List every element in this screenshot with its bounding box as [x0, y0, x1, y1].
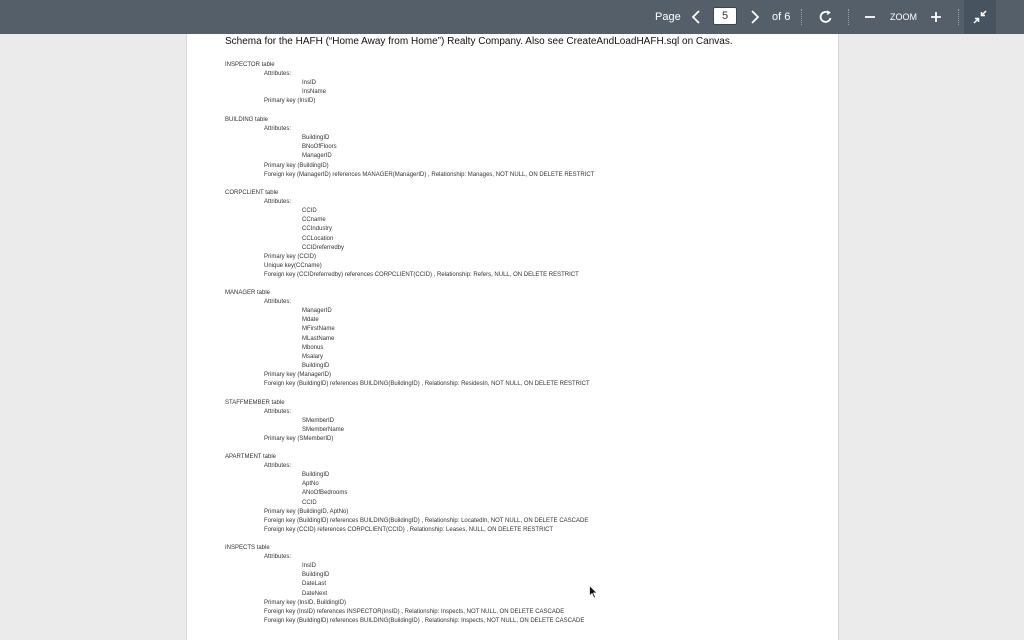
key-constraint: Foreign key (CCIDreferredby) references CORPCLIENT(CCID) , Relationship: Refers, NULL, ON DELETE RESTRICT — [264, 271, 579, 278]
attribute-name: BNoOfFloors — [302, 144, 337, 151]
document-title: Schema for the HAFH (“Home Away from Home”) Realty Company. Also see CreateAndLoadHAFH.sql on Canvas. — [225, 36, 733, 47]
key-constraint: Unique key(CCname) — [264, 262, 322, 269]
attribute-name: ManagerID — [302, 308, 332, 315]
toolbar-divider — [958, 9, 959, 25]
table-heading: INSPECTOR table — [225, 62, 275, 68]
attribute-name: CCID — [302, 208, 317, 215]
key-constraint: Foreign key (BuildingID) references BUILDING(BuildingID) , Relationship: Inspects, NOT NULL, ON DELETE CASCADE — [264, 617, 585, 624]
next-page-button[interactable] — [747, 0, 763, 34]
attribute-name: InsID — [302, 563, 317, 570]
attribute-name: MLastName — [302, 335, 335, 342]
attribute-name: InsID — [302, 80, 317, 87]
rotate-icon — [818, 9, 834, 25]
attribute-name: ANoOfBedrooms — [302, 490, 348, 497]
attribute-name: SMemberName — [302, 427, 345, 434]
page-label: Page — [655, 11, 681, 23]
previous-page-button[interactable] — [688, 0, 704, 34]
attribute-name: Msalary — [302, 353, 324, 360]
key-constraint: Primary key (BuildingID, AptNo) — [264, 508, 349, 515]
attribute-name: BuildingID — [302, 362, 330, 369]
zoom-out-icon — [864, 11, 876, 23]
attribute-name: CCIDreferredby — [302, 244, 345, 251]
attribute-name: Mdate — [302, 317, 319, 324]
key-constraint: Primary key (BuildingID) — [264, 162, 329, 169]
attribute-name: ManagerID — [302, 153, 332, 160]
attributes-label: Attributes: — [264, 199, 292, 206]
attribute-name: DateLast — [302, 581, 327, 588]
attribute-name: CCname — [302, 217, 326, 224]
zoom-in-button[interactable] — [928, 0, 944, 34]
attributes-label: Attributes: — [264, 554, 292, 561]
document-viewport[interactable] — [0, 34, 1024, 640]
exit-fullscreen-button[interactable] — [964, 0, 996, 34]
attribute-name: BuildingID — [302, 472, 330, 479]
mouse-cursor-icon — [589, 585, 598, 599]
attribute-name: CCIndustry — [302, 226, 333, 233]
attribute-name: DateNext — [302, 590, 328, 597]
attribute-name: MFirstName — [302, 326, 335, 333]
attributes-label: Attributes: — [264, 463, 292, 470]
table-heading: MANAGER table — [225, 290, 271, 296]
table-heading: CORPCLIENT table — [225, 190, 279, 196]
exit-fullscreen-icon — [973, 10, 987, 24]
table-heading: APARTMENT table — [225, 454, 277, 460]
attributes-label: Attributes: — [264, 126, 292, 133]
attribute-name: BuildingID — [302, 135, 330, 142]
zoom-in-icon — [930, 11, 942, 23]
key-constraint: Foreign key (ManagerID) references MANAGER(ManagerID) , Relationship: Manages, NOT NULL, ON DELETE RESTRICT — [264, 171, 595, 178]
table-heading: STAFFMEMBER table — [225, 400, 285, 406]
attribute-name: CCID — [302, 499, 317, 506]
viewer-toolbar — [0, 0, 1024, 34]
attribute-name: AptNo — [302, 481, 319, 488]
attribute-name: BuildingID — [302, 572, 330, 579]
key-constraint: Foreign key (CCID) references CORPCLIENT(CCID) , Relationship: Leases, NULL, ON DELETE RESTRICT — [264, 526, 554, 533]
zoom-label: ZOOM — [890, 12, 917, 22]
attribute-name: InsName — [302, 89, 327, 96]
document-page — [186, 34, 839, 640]
chevron-right-icon — [750, 10, 760, 24]
key-constraint: Primary key (CCID) — [264, 253, 316, 260]
attributes-label: Attributes: — [264, 71, 292, 78]
key-constraint: Primary key (SMemberID) — [264, 436, 334, 443]
rotate-button[interactable] — [816, 0, 836, 34]
zoom-out-button[interactable] — [862, 0, 878, 34]
key-constraint: Foreign key (InsID) references INSPECTOR(InsID) , Relationship: Inspects, NOT NULL, ON DELETE CASCADE — [264, 608, 565, 615]
key-constraint: Primary key (ManagerID) — [264, 371, 332, 378]
attribute-name: Mbonus — [302, 344, 324, 351]
chevron-left-icon — [691, 10, 701, 24]
attributes-label: Attributes: — [264, 299, 292, 306]
key-constraint: Primary key (InsID) — [264, 98, 316, 105]
toolbar-divider — [848, 9, 849, 25]
table-heading: INSPECTS table — [225, 545, 270, 551]
attributes-label: Attributes: — [264, 409, 292, 416]
attribute-name: SMemberID — [302, 418, 335, 425]
key-constraint: Primary key (InsID, BuildingID) — [264, 599, 347, 606]
attribute-name: CCLocation — [302, 235, 334, 242]
toolbar-divider — [801, 9, 802, 25]
key-constraint: Foreign key (BuildingID) references BUILDING(BuildingID) , Relationship: LocatedIn, NOT NULL, ON DELETE CASCADE — [264, 517, 589, 524]
page-count: of 6 — [772, 11, 791, 23]
page-number-input[interactable] — [713, 7, 737, 25]
table-heading: BUILDING table — [225, 117, 269, 123]
key-constraint: Foreign key (BuildingID) references BUILDING(BuildingID) , Relationship: ResidesIn, NOT NULL, ON DELETE RESTRICT — [264, 381, 590, 387]
